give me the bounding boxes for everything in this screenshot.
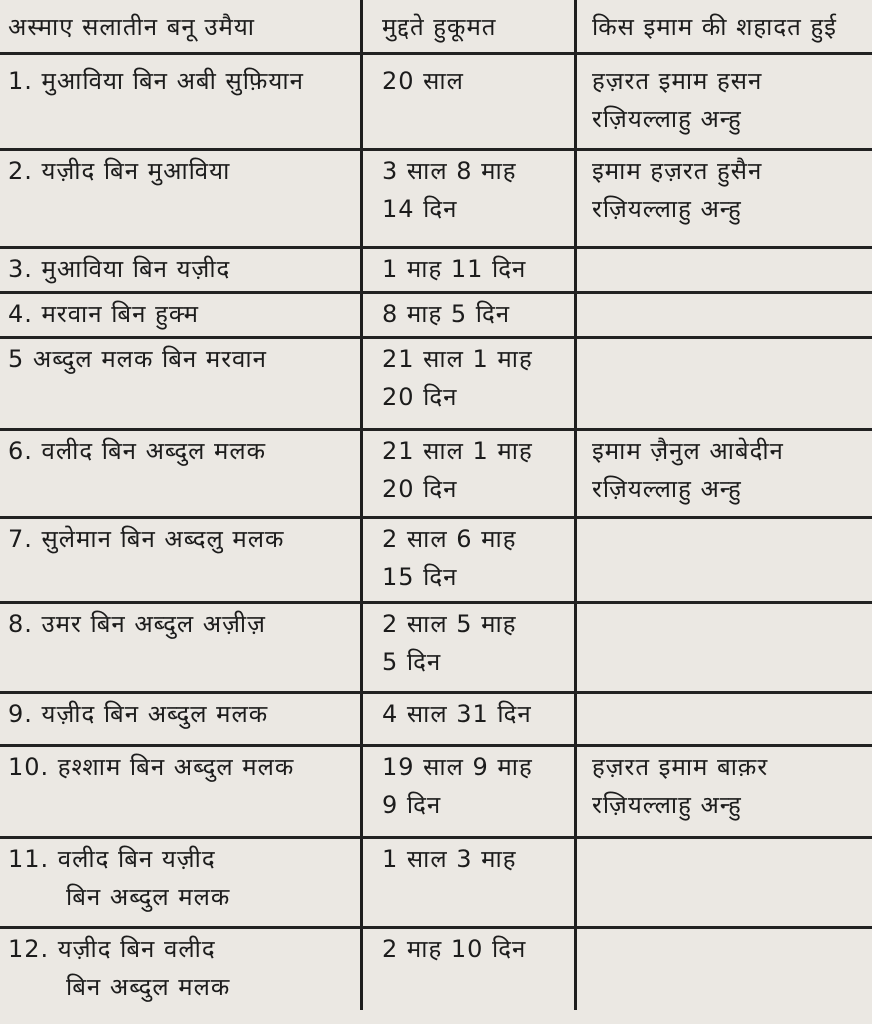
row-divider: [0, 52, 872, 55]
row-divider: [0, 428, 872, 431]
duration-cell: 4 साल 31 दिन: [382, 700, 532, 728]
duration-cell: 5 दिन: [382, 648, 442, 676]
row-divider: [0, 246, 872, 249]
row-divider: [0, 744, 872, 747]
row-divider: [0, 291, 872, 294]
ruler-name-cell: 10. हश्शाम बिन अब्दुल मलक: [8, 753, 295, 781]
martyrdom-cell: हज़रत इमाम बाक़र: [592, 753, 769, 781]
column-divider-1: [360, 0, 363, 1010]
ruler-name-cell: 9. यज़ीद बिन अब्दुल मलक: [8, 700, 269, 728]
duration-cell: 21 साल 1 माह: [382, 437, 533, 465]
row-divider: [0, 601, 872, 604]
ruler-name-cell: 11. वलीद बिन यज़ीद: [8, 845, 216, 873]
duration-cell: 1 माह 11 दिन: [382, 255, 527, 283]
column-divider-2: [574, 0, 577, 1010]
row-divider: [0, 516, 872, 519]
ruler-name-cell: 4. मरवान बिन हुक्म: [8, 300, 199, 328]
duration-cell: 15 दिन: [382, 563, 458, 591]
duration-cell: 20 साल: [382, 67, 464, 95]
header-duration: मुद्दते हुकूमत: [382, 13, 497, 41]
ruler-name-cell: बिन अब्दुल मलक: [66, 883, 231, 911]
ruler-name-cell: 8. उमर बिन अब्दुल अज़ीज़: [8, 610, 266, 638]
duration-cell: 20 दिन: [382, 383, 458, 411]
header-martyrdom: किस इमाम की शहादत हुई: [592, 13, 837, 41]
duration-cell: 2 माह 10 दिन: [382, 935, 527, 963]
duration-cell: 20 दिन: [382, 475, 458, 503]
row-divider: [0, 148, 872, 151]
martyrdom-cell: रज़ियल्लाहु अन्हु: [592, 105, 742, 133]
header-names: अस्माए सलातीन बनू उमैया: [8, 13, 255, 41]
ruler-name-cell: 12. यज़ीद बिन वलीद: [8, 935, 216, 963]
duration-cell: 19 साल 9 माह: [382, 753, 533, 781]
row-divider: [0, 336, 872, 339]
ruler-name-cell: 7. सुलेमान बिन अब्दलु मलक: [8, 525, 285, 553]
martyrdom-cell: हज़रत इमाम हसन: [592, 67, 763, 95]
ruler-name-cell: 6. वलीद बिन अब्दुल मलक: [8, 437, 267, 465]
ruler-name-cell: 3. मुआविया बिन यज़ीद: [8, 255, 231, 283]
martyrdom-cell: रज़ियल्लाहु अन्हु: [592, 475, 742, 503]
row-divider: [0, 926, 872, 929]
duration-cell: 8 माह 5 दिन: [382, 300, 511, 328]
martyrdom-cell: इमाम हज़रत हुसैन: [592, 157, 763, 185]
row-divider: [0, 836, 872, 839]
duration-cell: 14 दिन: [382, 195, 458, 223]
duration-cell: 2 साल 5 माह: [382, 610, 517, 638]
duration-cell: 1 साल 3 माह: [382, 845, 517, 873]
row-divider: [0, 691, 872, 694]
ruler-name-cell: 5 अब्दुल मलक बिन मरवान: [8, 345, 267, 373]
ruler-name-cell: बिन अब्दुल मलक: [66, 973, 231, 1001]
martyrdom-cell: रज़ियल्लाहु अन्हु: [592, 195, 742, 223]
martyrdom-cell: रज़ियल्लाहु अन्हु: [592, 791, 742, 819]
duration-cell: 2 साल 6 माह: [382, 525, 517, 553]
duration-cell: 21 साल 1 माह: [382, 345, 533, 373]
duration-cell: 3 साल 8 माह: [382, 157, 517, 185]
martyrdom-cell: इमाम ज़ैनुल आबेदीन: [592, 437, 784, 465]
ruler-name-cell: 1. मुआविया बिन अबी सुफ़ियान: [8, 67, 304, 95]
duration-cell: 9 दिन: [382, 791, 442, 819]
ruler-name-cell: 2. यज़ीद बिन मुआविया: [8, 157, 231, 185]
